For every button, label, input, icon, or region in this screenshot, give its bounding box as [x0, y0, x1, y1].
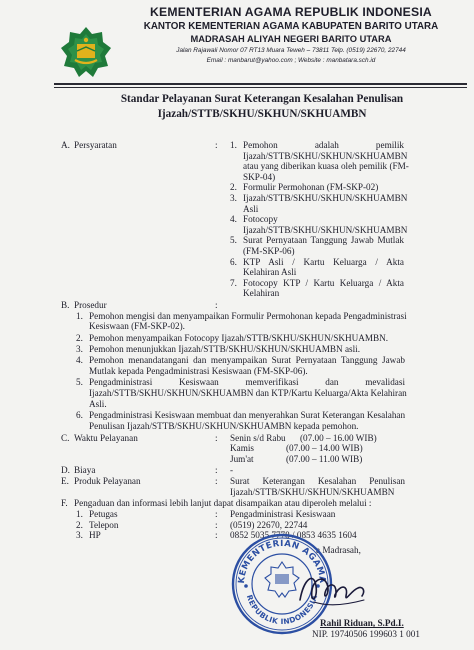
contact-1-value: Pengadministrasi Kesiswaan: [230, 509, 336, 519]
req-7-line-2: Kelahiran: [243, 288, 280, 299]
contact-1-label: Petugas: [89, 509, 118, 519]
stamp-bottom-text: REPUBLIK INDONESIA: [244, 593, 320, 627]
proc-1-line-2: Kesiswaan (FM-SKP-02).: [89, 321, 185, 332]
section-b-label: Prosedur: [74, 300, 107, 310]
proc-2-num: 2.: [76, 333, 83, 343]
proc-6-line-2: Penulisan Ijazah/STTB/SKHU/SKHUN/SKHUAMBN kepada pemohon.: [89, 421, 359, 431]
req-6-num: 6.: [230, 256, 237, 267]
stamp-top-text: KEMENTERIAN AGAMA: [236, 538, 328, 584]
proc-5-line-3: Asli.: [89, 398, 107, 409]
section-b-letter: B.: [61, 300, 70, 310]
proc-5-line-2: Ijazah/STTB/SKHU/SKHUN/SKHUAMBN dan KTP/Kartu Keluarga/Akta Kelahiran: [89, 388, 407, 398]
title-line-1: Standar Pelayanan Surat Keterangan Kesalahan Penulisan: [120, 93, 404, 105]
section-d-letter: D.: [61, 464, 70, 475]
req-5-line-1: Surat Pernyataan Tanggung Jawab Mutlak: [243, 235, 404, 246]
hours-day-3: Jum'at: [230, 453, 254, 464]
contact-3-colon: :: [215, 530, 218, 541]
signature-icon: [292, 560, 372, 620]
signatory-nip: NIP. 19740506 199603 1 001: [312, 629, 420, 639]
hours-time-1: (07.00 – 16.00 WIB): [300, 432, 377, 443]
section-b-colon: :: [215, 300, 218, 310]
contact-2-num: 2.: [76, 519, 83, 530]
letterhead-rule-thin: [54, 87, 467, 88]
letterhead: [118, 5, 464, 65]
req-3-num: 3.: [230, 193, 237, 203]
contact-1-num: 1.: [76, 509, 83, 519]
letterhead-ministry: KEMENTERIAN AGAMA REPUBLIK INDONESIA: [150, 5, 432, 19]
req-3-line-2: Asli: [243, 203, 259, 214]
req-4-num: 4.: [230, 214, 237, 225]
title-line-2: Ijazah/STTB/SKHU/SKHUN/SKHUAMBN: [157, 108, 367, 120]
hours-day-2: Kamis: [230, 443, 254, 454]
section-a-colon: :: [215, 140, 218, 150]
section-d-colon: :: [215, 464, 218, 475]
contact-3-label: HP: [89, 530, 101, 541]
proc-6-num: 6.: [76, 410, 83, 421]
section-a-label: Persyaratan: [74, 140, 117, 150]
document-title: [60, 92, 464, 122]
proc-4-num: 4.: [76, 355, 83, 365]
req-4-line-1: Fotocopy: [243, 214, 278, 225]
section-e-letter: E.: [61, 476, 69, 486]
req-1-num: 1.: [230, 140, 237, 150]
proc-1-line-1: Pemohon mengisi dan menyampaikan Formulir Permohonan kepada Pengadministrasi: [89, 310, 407, 321]
proc-2-line-1: Pemohon menyampaikan Fotocopy Ijazah/STTB/SKHU/SKHUN/SKHUAMBN.: [89, 333, 389, 343]
section-f-letter: F.: [61, 498, 68, 508]
contact-2-value: (0519) 22670, 22744: [230, 519, 308, 530]
section-a-letter: A.: [61, 140, 70, 150]
kemenag-logo-icon: [60, 26, 112, 78]
letterhead-address: Jalan Rajawali Nomor 07 RT13 Muara Teweh – 73811 Telp. (0519) 22670, 22744: [176, 47, 406, 54]
contact-1-colon: :: [215, 509, 218, 519]
section-e-label: Produk Pelayanan: [74, 476, 141, 486]
hours-day-1: Senin s/d Rabu: [230, 432, 286, 443]
contact-2-colon: :: [215, 519, 218, 530]
hours-time-3: (07.00 – 11.00 WIB): [286, 453, 363, 464]
contact-2-label: Telepon: [89, 519, 119, 530]
proc-5-num: 5.: [76, 377, 83, 388]
proc-5-line-1: Pengadministrasi Kesiswaan memverifikasi dan mevalidasi: [89, 377, 405, 388]
section-f-label: Pengaduan dan informasi lebih lanjut dapat disampaikan atau diperoleh melalui :: [74, 498, 372, 508]
contact-3-num: 3.: [76, 530, 83, 541]
req-2-line-1: Formulir Permohonan (FM-SKP-02): [243, 182, 379, 193]
proc-3-line-1: Pemohon menunjukkan Ijazah/STTB/SKHU/SKHUN/SKHUAMBN asli.: [89, 344, 361, 354]
signatory-name: Rahil Riduan, S.Pd.I.: [320, 618, 404, 628]
section-d-label: Biaya: [74, 464, 96, 475]
letterhead-school: MADRASAH ALIYAH NEGERI BARITO UTARA: [190, 34, 392, 44]
fee-value: -: [230, 464, 234, 475]
section-c-colon: :: [215, 432, 218, 443]
req-3-line-1: Ijazah/STTB/SKHU/SKHUN/SKHUAMBN: [243, 193, 408, 203]
req-1-line-3: atau yang diberikan kuasa oleh pemilik (FM-: [243, 161, 409, 172]
req-2-num: 2.: [230, 182, 237, 193]
proc-4-line-2: Mutlak kepada Pengadministrasi Kesiswaan (FM-SKP-06).: [89, 365, 308, 376]
letterhead-contact: Email : manbarut@yahoo.com ; Website : manbatara.sch.id: [206, 56, 376, 64]
req-4-line-2: Ijazah/STTB/SKHU/SKHUN/SKHUAMBN: [243, 224, 408, 235]
letterhead-office: KANTOR KEMENTERIAN AGAMA KABUPATEN BARITO UTARA: [143, 21, 439, 32]
hours-time-2: (07.00 – 14.00 WIB): [286, 443, 363, 454]
req-5-line-2: (FM-SKP-06): [243, 246, 295, 256]
closing-sign-line: a Madrasah,: [316, 545, 361, 555]
product-line-1: Surat Keterangan Kesalahan Penulisan: [230, 476, 405, 486]
contact-3-value: 0852 5035 7778 / 0853 4635 1604: [230, 530, 357, 541]
proc-6-line-1: Pengadministrasi Kesiswaan membuat dan menyerahkan Surat Keterangan Kesalahan: [89, 410, 406, 421]
req-6-line-1: KTP Asli / Kartu Keluarga / Akta: [243, 256, 404, 267]
letterhead-rule-thick: [54, 83, 467, 85]
proc-3-num: 3.: [76, 344, 83, 354]
proc-1-num: 1.: [76, 310, 83, 321]
req-5-num: 5.: [230, 235, 237, 246]
product-line-2: Ijazah/STTB/SKHU/SKHUN/SKHUAMBN: [230, 486, 395, 497]
req-6-line-2: Kelahiran Asli: [243, 267, 297, 278]
section-c-label: Waktu Pelayanan: [74, 432, 138, 443]
section-e-colon: :: [215, 476, 218, 486]
req-1-line-1: Pemohon adalah pemilik: [243, 140, 404, 150]
req-7-num: 7.: [230, 277, 237, 288]
req-1-line-4: SKP-04): [243, 171, 276, 182]
req-1-line-2: Ijazah/STTB/SKHU/SKHUN/SKHUAMBN: [243, 150, 408, 161]
proc-4-line-1: Pemohon menandatangani dan menyampaikan Surat Pernyataan Tanggung Jawab: [89, 355, 405, 365]
req-7-line-1: Fotocopy KTP / Kartu Keluarga / Akta: [243, 277, 404, 288]
section-c-letter: C.: [61, 432, 70, 443]
